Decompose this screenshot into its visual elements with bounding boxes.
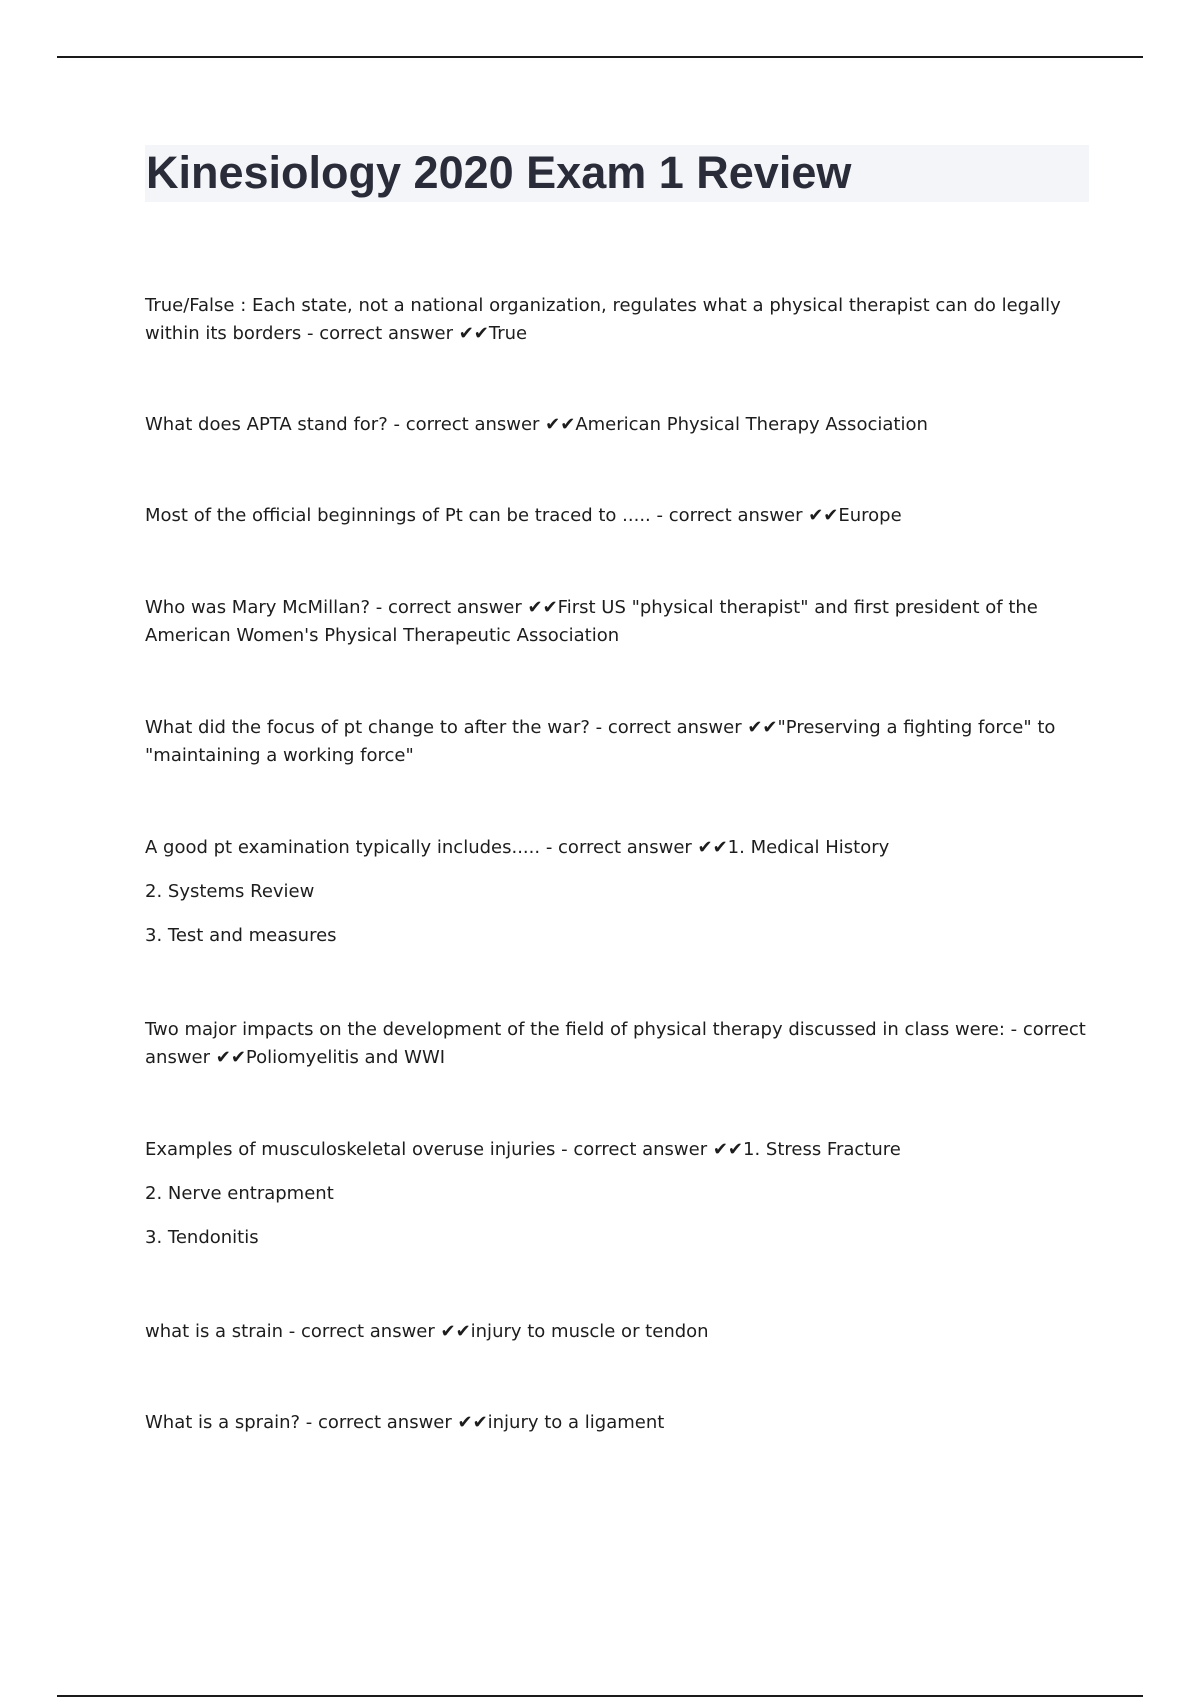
list-item: 3. Test and measures	[145, 925, 337, 946]
qa-text: Two major impacts on the development of the field of physical therapy discussed in class were: - correct answer ✔✔Poliomyelitis and WWI	[145, 1019, 1086, 1068]
qa-item-3	[145, 502, 1090, 530]
qa-item-9	[145, 1318, 1090, 1346]
list-item: 2. Nerve entrapment	[145, 1183, 334, 1204]
qa-text: Who was Mary McMillan? - correct answer ✔✔First US "physical therapist" and first president of the American Women's Physical Therapeutic Association	[145, 597, 1038, 646]
list-item: 3. Tendonitis	[145, 1227, 259, 1248]
qa-item-2	[145, 411, 1090, 439]
list-item: 2. Systems Review	[145, 881, 315, 902]
qa-text: what is a strain - correct answer ✔✔injury to muscle or tendon	[145, 1321, 709, 1342]
qa-text: Most of the official beginnings of Pt can be traced to ..... - correct answer ✔✔Europe	[145, 505, 902, 526]
qa-text: What is a sprain? - correct answer ✔✔injury to a ligament	[145, 1412, 665, 1433]
page-title: Kinesiology 2020 Exam 1 Review	[146, 147, 852, 198]
qa-text: Examples of musculoskeletal overuse injuries - correct answer ✔✔1. Stress Fracture	[145, 1139, 901, 1160]
qa-item-5	[145, 714, 1090, 770]
top-rule	[57, 56, 1143, 58]
qa-item-8	[145, 1136, 1090, 1252]
qa-item-10	[145, 1409, 1090, 1437]
qa-item-7	[145, 1016, 1090, 1072]
qa-text: What did the focus of pt change to after the war? - correct answer ✔✔"Preserving a fighting force" to "maintaining a working force"	[145, 717, 1056, 766]
qa-text: True/False : Each state, not a national organization, regulates what a physical therapist can do legally within its borders - correct answer ✔✔True	[145, 295, 1061, 344]
qa-item-4	[145, 594, 1090, 650]
qa-text: What does APTA stand for? - correct answer ✔✔American Physical Therapy Association	[145, 414, 928, 435]
qa-text: A good pt examination typically includes..... - correct answer ✔✔1. Medical History	[145, 837, 890, 858]
bottom-rule	[57, 1695, 1143, 1697]
qa-item-1	[145, 292, 1090, 348]
qa-item-6	[145, 834, 1090, 950]
